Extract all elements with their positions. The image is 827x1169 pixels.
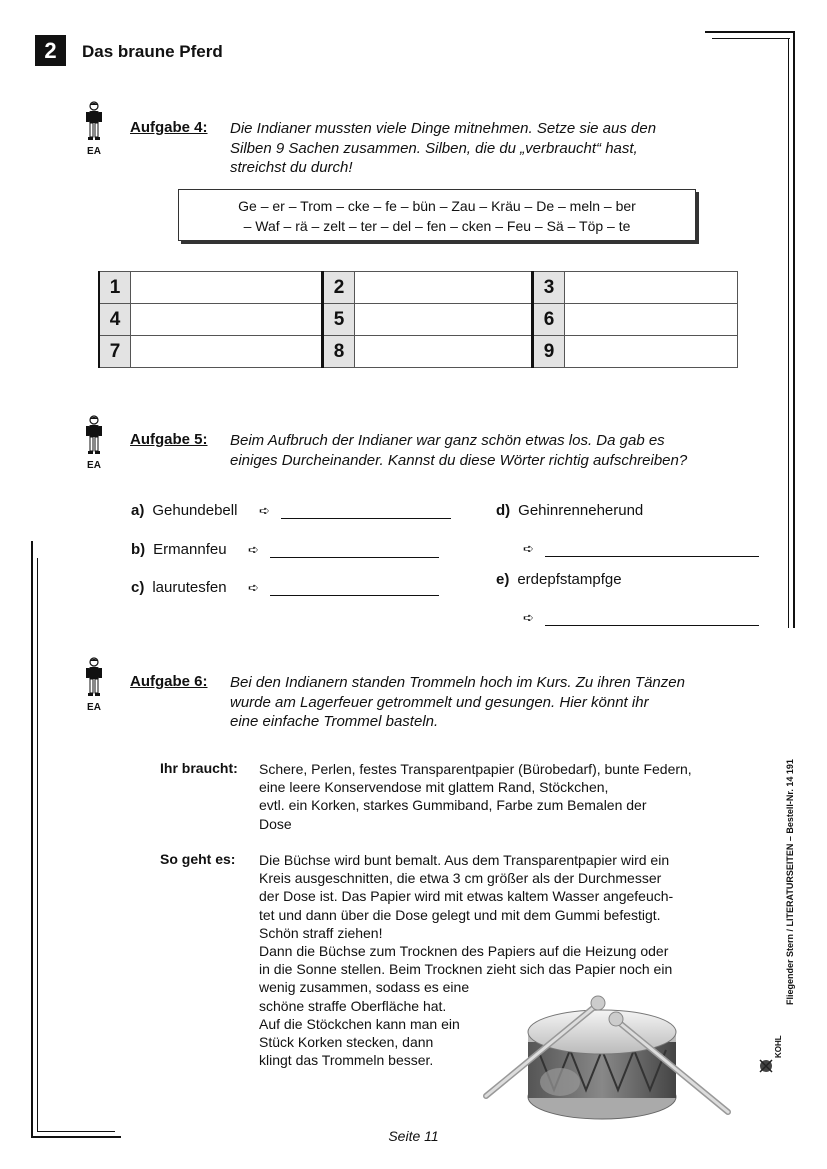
answer-line-a[interactable] (281, 517, 451, 519)
materials-text: Schere, Perlen, festes Transparentpapier (Bürobedarf), bunte Federn, eine leere Konservendose mit glattem Rand, Stöckchen, evtl. ein Korken, starkes Gummiband, Farbe zum Bemalen der Dose (259, 761, 692, 832)
publisher-logo-icon (756, 1012, 790, 1076)
arrow-icon: ➪ (523, 610, 534, 625)
answer-cell[interactable] (355, 336, 533, 368)
ea-figure-task6 (84, 657, 104, 713)
steps-text: Die Büchse wird bunt bemalt. Aus dem Transparentpapier wird ein Kreis ausgeschnitten, die etwa 3 cm größer als der Durchmesser der Dose ist. Das Papier wird mit etwas kaltem Wasser angefeuch- tet und dann über die Dose gelegt und mit dem Gummi befestigt. Schön straff ziehen! Dann die Büchse zum Trocknen des Papiers auf die Heizung oder in die Sonne stellen. Beim Trocknen zieht sich das Papier noch ein wenig zusammen, sodass es eine schöne straffe Oberfläche hat. Auf die Stöckchen kann man ein Stück Korken stecken, dann klingt das Trommeln besser. (259, 852, 674, 1069)
student-icon (84, 101, 104, 141)
syllable-line: Ge – er – Trom – cke – fe – bün – Zau – Kräu – De – meln – ber (238, 198, 636, 214)
logo-text: KOHL (774, 1035, 783, 1058)
grid-number: 4 (99, 304, 131, 336)
answer-cell[interactable] (131, 272, 323, 304)
task5-label: Aufgabe 5: (130, 431, 208, 448)
answer-cell[interactable] (355, 272, 533, 304)
student-icon (84, 657, 104, 697)
answer-grid (98, 271, 738, 368)
side-publisher-text: Fliegender Stern / LITERATURSEITEN – Bestell-Nr. 14 191 (785, 759, 795, 1005)
page-number: Seite 11 (388, 1128, 439, 1144)
answer-cell[interactable] (565, 304, 738, 336)
word-item-d: d) Gehinrenneherund (496, 502, 644, 519)
answer-line-c[interactable] (270, 594, 439, 596)
word-item-b: b) Ermannfeu (131, 541, 227, 558)
arrow-icon: ➪ (259, 503, 270, 518)
steps-heading: So geht es: (160, 851, 236, 867)
chapter-number: 2 (35, 35, 66, 66)
task4-instructions: Die Indianer mussten viele Dinge mitnehmen. Setze sie aus den Silben 9 Sachen zusammen. Silben, die du „verbraucht“ hast, streichst du durch! (230, 120, 657, 176)
arrow-icon: ➪ (248, 542, 259, 557)
ea-label: EA (87, 702, 101, 713)
grid-number: 6 (533, 304, 565, 336)
grid-number: 7 (99, 336, 131, 368)
arrow-icon: ➪ (523, 541, 534, 556)
grid-number: 3 (533, 272, 565, 304)
task6-instructions: Bei den Indianern standen Trommeln hoch im Kurs. Zu ihren Tänzen wurde am Lagerfeuer getrommelt und gesungen. Hier könnt ihr eine einfache Trommel basteln. (230, 674, 685, 730)
answer-cell[interactable] (355, 304, 533, 336)
grid-number: 8 (323, 336, 355, 368)
word-item-c: c) laurutesfen (131, 579, 227, 596)
task5-instructions: Beim Aufbruch der Indianer war ganz schön etwas los. Da gab es einiges Durcheinander. Kannst du diese Wörter richtig aufschreiben? (230, 432, 688, 469)
syllable-line: – Waf – rä – zelt – ter – del – fen – cken – Feu – Sä – Töp – te (243, 218, 631, 234)
grid-number: 5 (323, 304, 355, 336)
answer-cell[interactable] (565, 336, 738, 368)
task6-label: Aufgabe 6: (130, 673, 208, 690)
answer-line-b[interactable] (270, 556, 439, 558)
ea-figure-task4 (84, 101, 104, 157)
publisher-logo (756, 1012, 790, 1076)
grid-number: 1 (99, 272, 131, 304)
materials-heading: Ihr braucht: (160, 760, 238, 776)
syllable-box (178, 189, 696, 241)
word-item-a: a) Gehundebell (131, 502, 238, 519)
arrow-icon: ➪ (248, 580, 259, 595)
ea-figure-task5 (84, 415, 104, 471)
grid-number: 2 (323, 272, 355, 304)
student-icon (84, 415, 104, 455)
drum-icon (480, 992, 740, 1122)
answer-cell[interactable] (565, 272, 738, 304)
task4-label: Aufgabe 4: (130, 119, 208, 136)
answer-cell[interactable] (131, 304, 323, 336)
ea-label: EA (87, 460, 101, 471)
answer-line-e[interactable] (545, 624, 759, 626)
ea-label: EA (87, 146, 101, 157)
answer-cell[interactable] (131, 336, 323, 368)
grid-number: 9 (533, 336, 565, 368)
chapter-title: Das braune Pferd (82, 42, 223, 61)
word-item-e: e) erdepfstampfge (496, 571, 622, 588)
answer-line-d[interactable] (545, 555, 759, 557)
